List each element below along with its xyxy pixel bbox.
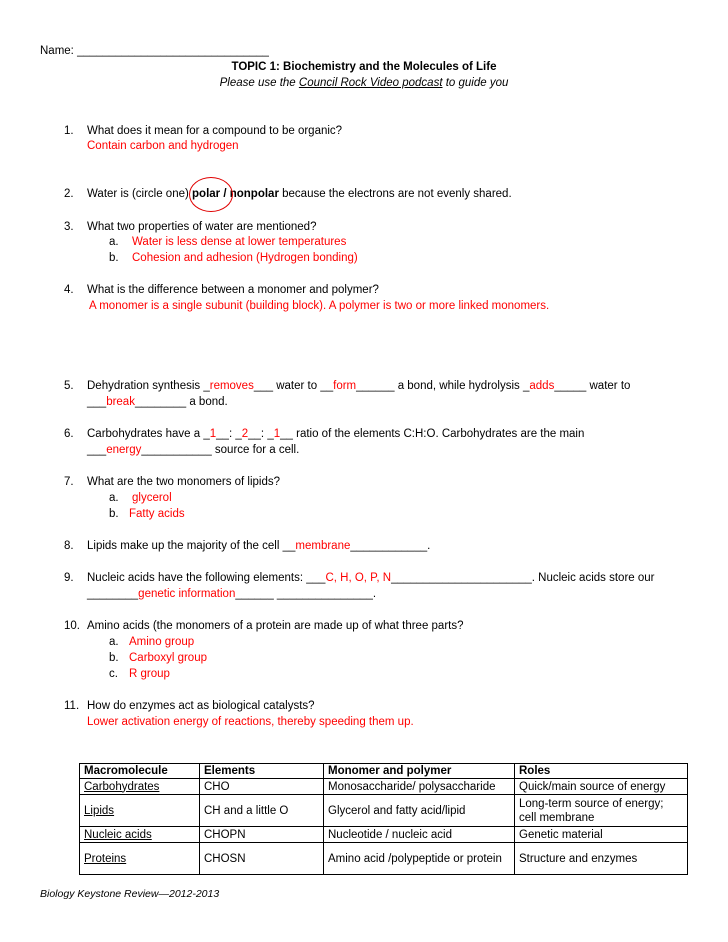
- table-cell: CHOPN: [200, 827, 324, 843]
- q5-text: ______ a bond, while hydrolysis _: [356, 380, 530, 392]
- q10-question: Amino acids (the monomers of a protein are made up of what three parts?: [87, 620, 464, 632]
- q3-a-answer: Water is less dense at lower temperatures: [132, 236, 347, 248]
- q6-answer-h: 2: [241, 428, 249, 440]
- table-row: [80, 779, 688, 795]
- q4-number: 4.: [64, 284, 74, 296]
- table-cell: Glycerol and fatty acid/lipid: [324, 795, 515, 827]
- q5-text: Dehydration synthesis _: [87, 380, 210, 392]
- q3-b-answer: Cohesion and adhesion (Hydrogen bonding): [132, 252, 358, 264]
- q3-b-label: b.: [109, 252, 119, 264]
- q9-answer-genetic-information: genetic information: [138, 588, 236, 600]
- q10-b-label: b.: [109, 652, 119, 664]
- q5-line-2: [87, 395, 228, 409]
- q10-c-answer: R group: [129, 668, 170, 680]
- q8-answer-membrane: membrane: [295, 540, 351, 552]
- q8-line: [87, 539, 430, 553]
- q6-answer-o: 1: [273, 428, 281, 440]
- q5-answer-adds: adds: [529, 380, 555, 392]
- table-cell: Genetic material: [515, 827, 688, 843]
- q3-a-label: a.: [109, 236, 119, 248]
- q2-question: [87, 187, 512, 201]
- page-subtitle: [0, 76, 728, 90]
- q6-text: ___: [87, 444, 107, 456]
- q6-text: __: _: [248, 428, 274, 440]
- q5-line-1: [87, 379, 630, 393]
- q2-separator: /: [220, 188, 230, 200]
- q2-option-nonpolar[interactable]: nonpolar: [229, 188, 279, 200]
- table-cell: CHOSN: [200, 843, 324, 875]
- q7-a-label: a.: [109, 492, 119, 504]
- q1-number: 1.: [64, 125, 74, 137]
- table-cell: Long-term source of energy; cell membrane: [515, 795, 688, 827]
- subtitle-post: to guide you: [442, 77, 509, 89]
- q5-answer-break: break: [106, 396, 135, 408]
- q7-number: 7.: [64, 476, 74, 488]
- q9-line-2: [87, 587, 376, 601]
- q5-text: _____ water to: [554, 380, 631, 392]
- podcast-link[interactable]: Council Rock Video podcast: [298, 77, 443, 89]
- table-cell: Monosaccharide/ polysaccharide: [324, 779, 515, 795]
- q9-number: 9.: [64, 572, 74, 584]
- q9-answer-elements: C, H, O, P, N: [325, 572, 392, 584]
- table-row: [80, 795, 688, 827]
- q10-c-label: c.: [109, 668, 118, 680]
- q8-text: ____________.: [350, 540, 431, 552]
- page-title: TOPIC 1: Biochemistry and the Molecules of Life: [231, 61, 497, 73]
- q7-a-answer: glycerol: [132, 492, 172, 504]
- q8-text: Lipids make up the majority of the cell __: [87, 540, 296, 552]
- q10-a-label: a.: [109, 636, 119, 648]
- table-header-row: [80, 764, 688, 779]
- q7-b-label: b.: [109, 508, 119, 520]
- q7-b-answer: Fatty acids: [129, 508, 185, 520]
- q6-text: Carbohydrates have a _: [87, 428, 210, 440]
- table-cell: CHO: [200, 779, 324, 795]
- q9-text: ______ _______________.: [235, 588, 377, 600]
- q10-b-answer: Carboxyl group: [129, 652, 207, 664]
- q3-number: 3.: [64, 221, 74, 233]
- q9-line-1: [87, 571, 654, 585]
- name-field[interactable]: Name: ______________________________: [40, 45, 269, 57]
- q1-answer: Contain carbon and hydrogen: [87, 140, 239, 152]
- q10-number: 10.: [64, 620, 80, 632]
- table-row: [80, 843, 688, 875]
- table-cell: Carbohydrates: [80, 779, 200, 795]
- q3-question: What two properties of water are mentioned?: [87, 221, 317, 233]
- q6-line-2: [87, 443, 299, 457]
- table-cell: Amino acid /polypeptide or protein: [324, 843, 515, 875]
- q4-question: What is the difference between a monomer and polymer?: [87, 284, 379, 296]
- table-cell: Structure and enzymes: [515, 843, 688, 875]
- table-header-cell: Monomer and polymer: [324, 764, 515, 779]
- macromolecule-table: [79, 763, 688, 875]
- q6-line-1: [87, 427, 584, 441]
- table-cell: CH and a little O: [200, 795, 324, 827]
- q6-number: 6.: [64, 428, 74, 440]
- q6-answer-c: 1: [209, 428, 217, 440]
- q1-question: What does it mean for a compound to be organic?: [87, 125, 343, 137]
- table-cell: Proteins: [80, 843, 200, 875]
- subtitle-pre: Please use the: [219, 77, 299, 89]
- q9-text: ______________________. Nucleic acids store our: [391, 572, 655, 584]
- q4-answer: A monomer is a single subunit (building block). A polymer is two or more linked monomers.: [89, 300, 550, 312]
- table-cell: Nucleotide / nucleic acid: [324, 827, 515, 843]
- table-header-cell: Roles: [515, 764, 688, 779]
- q6-answer-energy: energy: [106, 444, 142, 456]
- page-footer: Biology Keystone Review—2012-2013: [40, 888, 220, 900]
- q11-question: How do enzymes act as biological catalysts?: [87, 700, 315, 712]
- q6-text: __: _: [216, 428, 242, 440]
- answer-circle-annotation: [189, 177, 233, 212]
- q2-number: 2.: [64, 188, 74, 200]
- q6-text: ___________ source for a cell.: [141, 444, 300, 456]
- q8-number: 8.: [64, 540, 74, 552]
- table-cell: Nucleic acids: [80, 827, 200, 843]
- q5-text: ________ a bond.: [134, 396, 228, 408]
- q2-text-a: Water is (circle one): [87, 188, 193, 200]
- q5-answer-removes: removes: [209, 380, 254, 392]
- table-row: [80, 827, 688, 843]
- q6-text: __ ratio of the elements C:H:O. Carbohydrates are the main: [280, 428, 585, 440]
- q7-question: What are the two monomers of lipids?: [87, 476, 281, 488]
- q5-text: ___: [87, 396, 107, 408]
- q2-option-polar[interactable]: polar: [192, 188, 221, 200]
- q9-text: Nucleic acids have the following elements: ___: [87, 572, 326, 584]
- table-cell: Quick/main source of energy: [515, 779, 688, 795]
- q5-answer-form: form: [333, 380, 357, 392]
- q5-number: 5.: [64, 380, 74, 392]
- q10-a-answer: Amino group: [129, 636, 195, 648]
- table-header-cell: Macromolecule: [80, 764, 200, 779]
- q5-text: ___ water to __: [253, 380, 334, 392]
- q2-text-b: because the electrons are not evenly shared.: [278, 188, 512, 200]
- q9-text: ________: [87, 588, 139, 600]
- q11-number: 11.: [64, 700, 80, 712]
- table-header-cell: Elements: [200, 764, 324, 779]
- table-cell: Lipids: [80, 795, 200, 827]
- q11-answer: Lower activation energy of reactions, thereby speeding them up.: [87, 716, 414, 728]
